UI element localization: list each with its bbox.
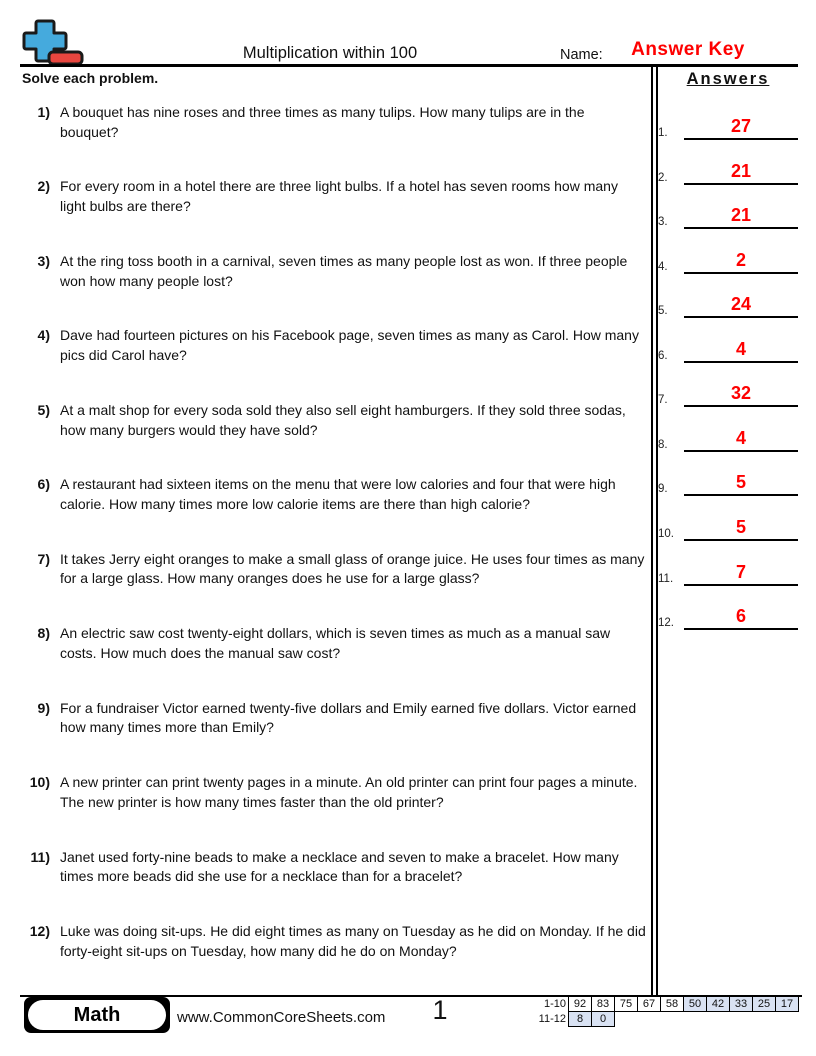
answer-blank-line	[684, 560, 798, 586]
answer-key-text: Answer Key	[631, 39, 745, 60]
answer-number: 1.	[658, 127, 668, 139]
answer-row	[658, 602, 798, 630]
answer-blank-line	[684, 292, 798, 318]
problem-text: Janet used forty-nine beads to make a necklace and seven to make a bracelet. How many times more beads did she use for a necklace than for a bracelet?	[60, 848, 619, 885]
answer-value: 4	[735, 338, 746, 359]
score-cell: 67	[637, 996, 661, 1012]
problem-number: 2)	[37, 178, 50, 195]
problem-text: For every room in a hotel there are three light bulbs. If a hotel has seven rooms how many light bulbs are there?	[60, 178, 618, 215]
answer-number: 10.	[658, 527, 674, 540]
answer-value: 2	[735, 249, 746, 270]
score-cell: 92	[568, 996, 592, 1012]
grading-table	[528, 996, 799, 1027]
score-row	[528, 1011, 799, 1027]
answer-number: 12.	[658, 617, 674, 630]
score-cell: 0	[591, 1011, 615, 1027]
score-row-label: 1-10	[543, 998, 566, 1010]
problem-number: 9)	[37, 699, 50, 716]
answer-blank-line	[684, 604, 798, 630]
score-cell: 75	[614, 996, 638, 1012]
problem-row	[20, 848, 648, 888]
problem-row	[20, 475, 648, 515]
answer-number: 6.	[658, 349, 668, 362]
problem-text: Luke was doing sit-ups. He did eight times as many on Tuesday as he did on Monday. If he did forty-eight sit-ups on Tuesday, how many did he do on Monday?	[60, 922, 646, 959]
problem-text: For a fundraiser Victor earned twenty-five dollars and Emily earned five dollars. Victor earned how many times more than Emily?	[60, 699, 637, 736]
problem-number: 11)	[30, 848, 50, 865]
answer-blank-line	[684, 337, 798, 363]
problem-text: A restaurant had sixteen items on the menu that were low calories and four that were high calorie. How many times more low calorie items are there than high calorie?	[60, 476, 616, 513]
website-url: www.CommonCoreSheets.com	[177, 1009, 386, 1026]
answer-value: 5	[735, 516, 746, 537]
problem-row	[20, 773, 648, 813]
answer-number: 9.	[658, 483, 668, 496]
answer-number: 5.	[658, 305, 668, 318]
answer-row	[658, 468, 798, 496]
problem-number: 8)	[37, 625, 50, 642]
answer-row	[658, 157, 798, 185]
problem-text: At a malt shop for every soda sold they also sell eight hamburgers. If they sold three sodas, how many burgers would they have sold?	[60, 401, 626, 438]
answer-blank-line	[684, 159, 798, 185]
answer-row	[658, 290, 798, 318]
problem-row	[20, 252, 648, 292]
instructions-text: Solve each problem.	[22, 70, 159, 86]
problem-number: 4)	[37, 327, 50, 344]
problem-number: 7)	[37, 550, 50, 567]
answer-number: 7.	[658, 394, 668, 407]
answer-number: 3.	[658, 216, 668, 229]
score-cell: 50	[683, 996, 707, 1012]
answers-column-divider	[651, 64, 658, 995]
problem-text: An electric saw cost twenty-eight dollars, which is seven times as much as a manual saw costs. How much does the manual saw cost?	[60, 625, 611, 661]
score-row-label: 11-12	[538, 1013, 566, 1025]
answer-blank-line	[684, 515, 798, 541]
problem-number: 10)	[29, 774, 50, 791]
score-cell: 58	[660, 996, 684, 1012]
answer-value: 7	[735, 561, 746, 582]
answer-value: 5	[735, 472, 746, 493]
problem-row	[20, 326, 648, 366]
answer-blank-line	[684, 470, 798, 496]
problem-row	[20, 177, 648, 217]
answer-blank-line	[684, 203, 798, 229]
answer-value: 21	[730, 160, 752, 181]
answer-row	[658, 558, 798, 586]
problem-row	[20, 401, 648, 441]
score-cell: 17	[775, 996, 799, 1012]
answer-row	[658, 513, 798, 541]
answer-value: 27	[730, 116, 752, 136]
score-cell: 33	[729, 996, 753, 1012]
problem-row	[20, 699, 648, 739]
problem-row	[20, 103, 648, 143]
problem-text: It takes Jerry eight oranges to make a small glass of orange juice. He uses four times as many for a large glass. How many oranges does he use for a large glass?	[60, 550, 645, 587]
answer-value: 4	[735, 427, 746, 448]
answer-blank-line	[684, 381, 798, 407]
score-cell: 42	[706, 996, 730, 1012]
answer-number: 4.	[658, 260, 668, 273]
answer-value: 21	[730, 205, 752, 226]
answer-row	[658, 335, 798, 363]
problem-number: 6)	[37, 476, 50, 493]
problem-row	[20, 624, 648, 664]
header-divider	[20, 64, 798, 67]
worksheet-title: Multiplication within 100	[242, 44, 418, 62]
answer-row	[658, 201, 798, 229]
answer-value: 6	[735, 606, 746, 627]
score-row	[528, 996, 799, 1012]
subject-badge-label: Math	[28, 1000, 166, 1030]
page-number: 1	[432, 995, 448, 1025]
problem-text: A bouquet has nine roses and three times as many tulips. How many tulips are in the bouquet?	[60, 104, 585, 140]
problem-number: 12)	[29, 922, 50, 939]
plus-minus-logo-icon	[22, 18, 84, 68]
answer-blank-line	[684, 426, 798, 452]
problem-number: 1)	[37, 104, 50, 120]
problem-text: Dave had fourteen pictures on his Facebook page, seven times as many as Carol. How many pics did Carol have?	[60, 327, 639, 364]
score-cell: 8	[568, 1011, 592, 1027]
score-cell: 25	[752, 996, 776, 1012]
answer-value: 32	[730, 383, 752, 404]
problem-number: 5)	[37, 401, 50, 418]
answer-value: 24	[730, 294, 752, 315]
score-cell: 83	[591, 996, 615, 1012]
answers-heading: Answers	[686, 70, 770, 88]
answer-row	[658, 112, 798, 140]
name-label: Name:	[560, 47, 603, 63]
answer-row	[658, 424, 798, 452]
answer-blank-line	[684, 114, 798, 140]
answer-number: 2.	[658, 171, 668, 184]
answer-number: 11.	[658, 572, 674, 585]
answer-blank-line	[684, 248, 798, 274]
problem-number: 3)	[37, 252, 50, 269]
problem-text: A new printer can print twenty pages in a minute. An old printer can print four pages a minute. The new printer is how many times faster than the old printer?	[60, 774, 638, 810]
answer-row	[658, 246, 798, 274]
problem-text: At the ring toss booth in a carnival, seven times as many people lost as won. If three people won how many people lost?	[60, 252, 628, 289]
answer-number: 8.	[658, 438, 668, 451]
subject-badge	[24, 997, 170, 1033]
problem-row	[20, 922, 648, 962]
problem-row	[20, 550, 648, 590]
answer-row	[658, 379, 798, 407]
